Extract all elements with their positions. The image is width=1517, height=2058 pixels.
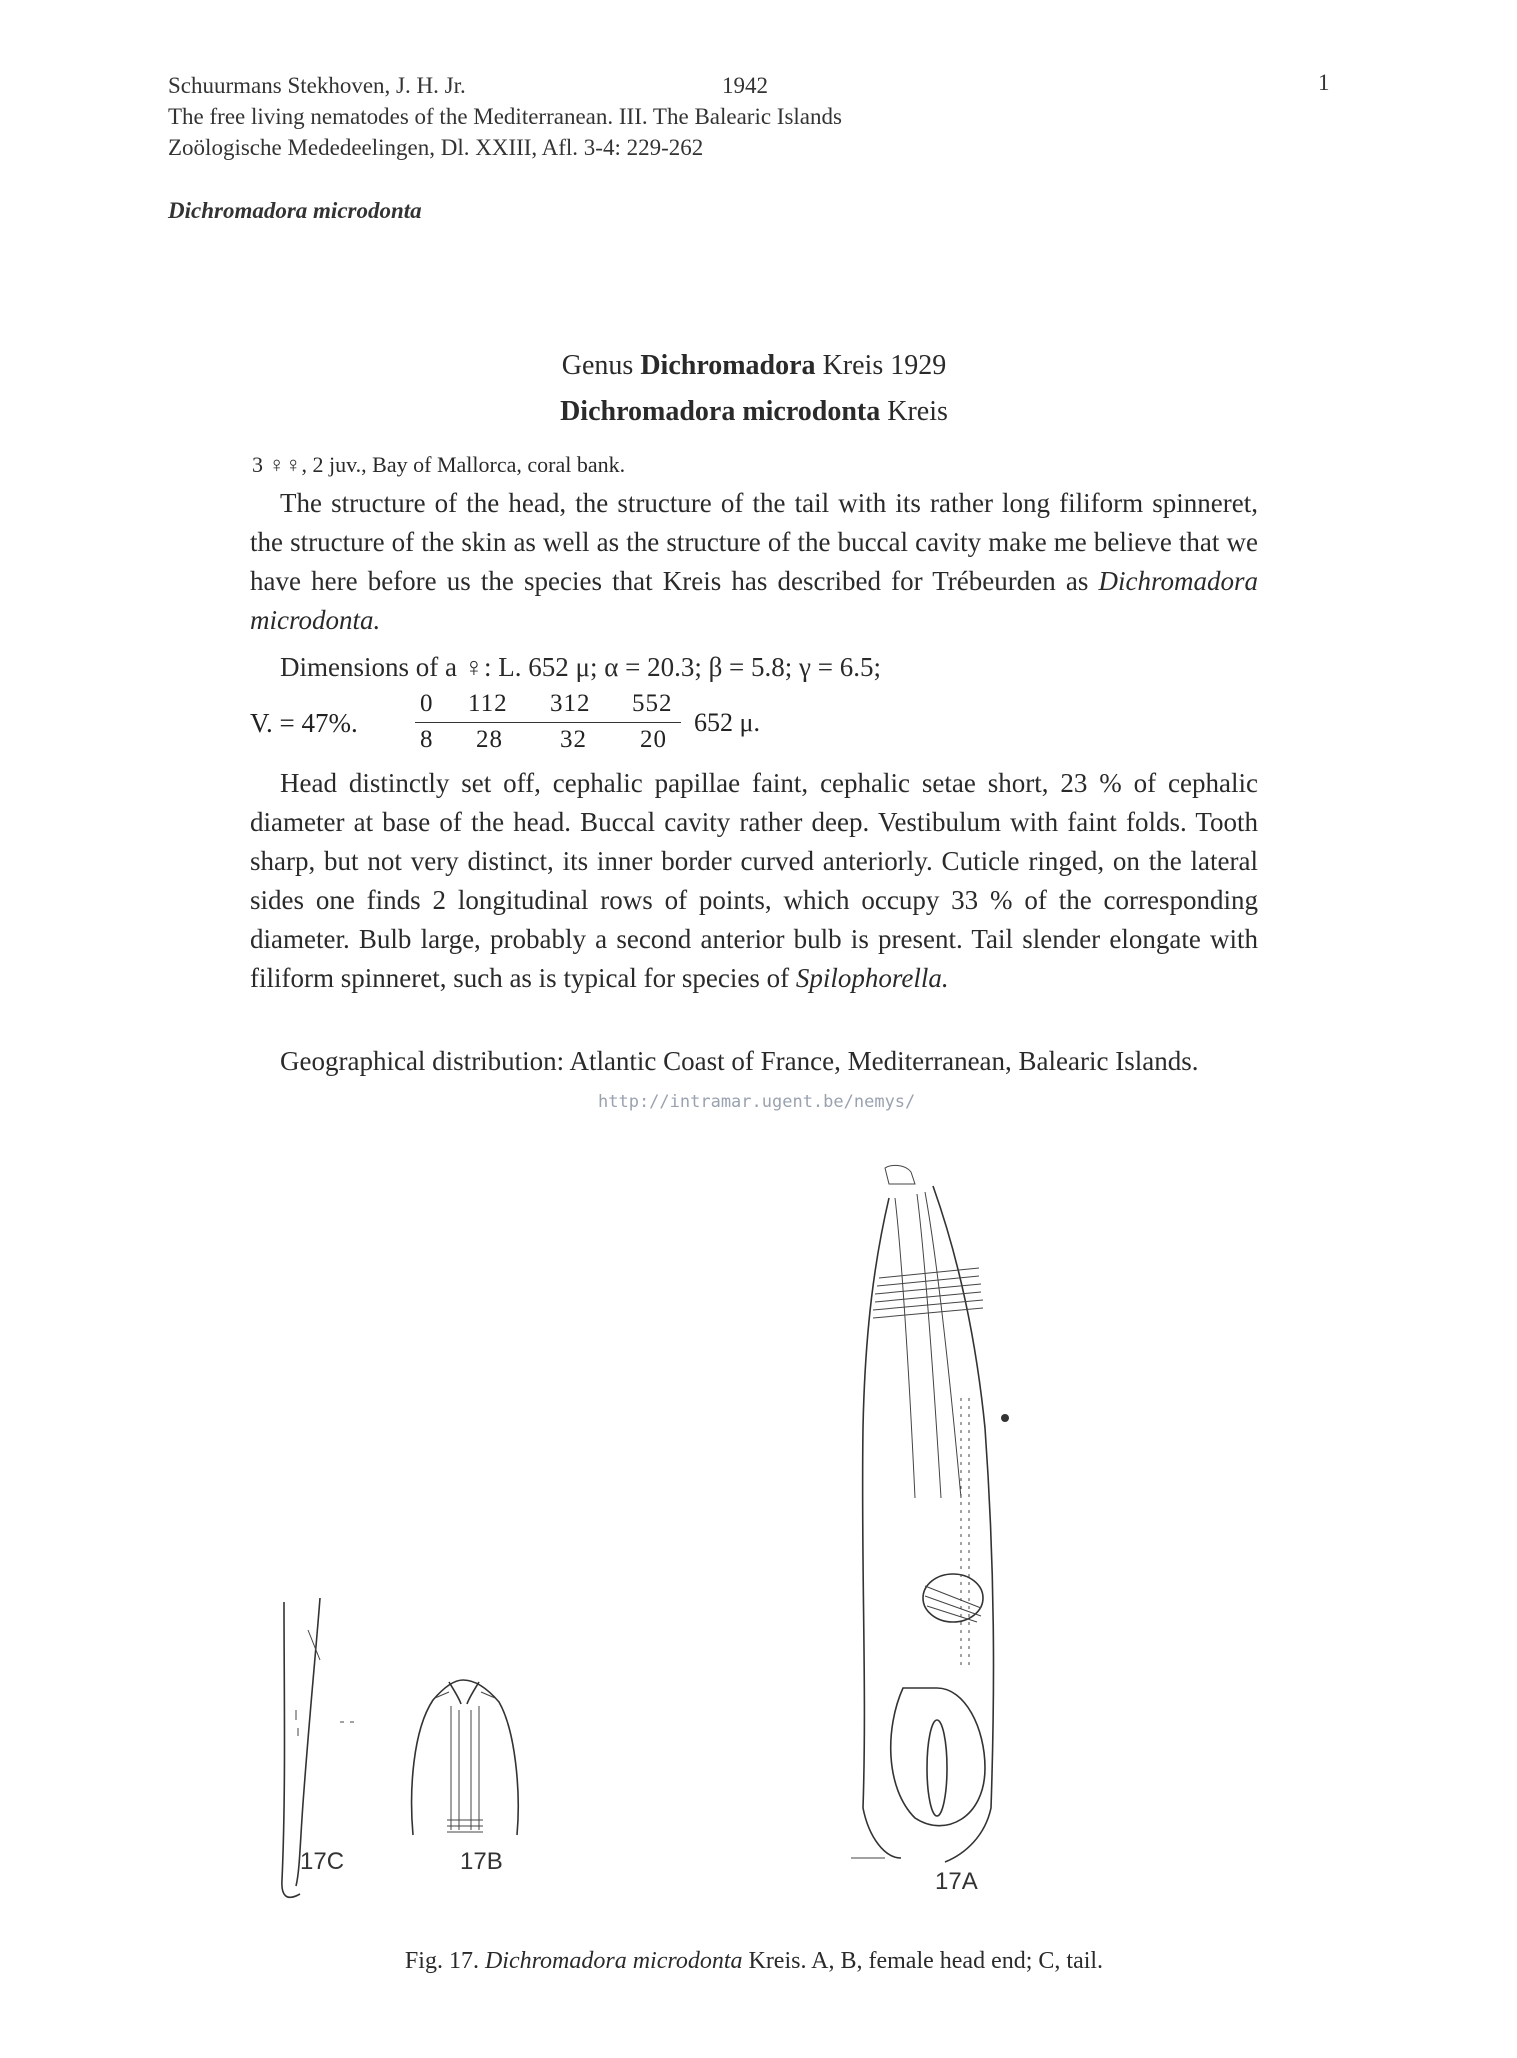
- paragraph-structure: The structure of the head, the structure of the tail with its rather long filiform spinneret, the structure of the skin as well as the structure of the buccal cavity make me believe that we have here before us the species that Kreis has described for Trébeurden as Dichromadora microdonta.: [250, 488, 1258, 635]
- species-heading: Dichromadora microdonta Kreis: [560, 396, 948, 427]
- header-taxon: Dichromadora microdonta: [168, 198, 422, 223]
- formula-bottom-2: 32: [560, 726, 587, 753]
- formula-divider: [415, 722, 681, 723]
- watermark-url: http://intramar.ugent.be/nemys/: [598, 1092, 916, 1112]
- figure-label-17a: 17A: [935, 1868, 978, 1895]
- formula-bottom-1: 28: [476, 726, 503, 753]
- formula-total: 652 μ.: [694, 708, 760, 737]
- figure-17b-head-drawing: [405, 1670, 525, 1840]
- dimensions-line: Dimensions of a ♀: L. 652 μ; α = 20.3; β = 5.8; γ = 6.5;: [280, 652, 881, 682]
- figure-label-17b: 17B: [460, 1848, 503, 1875]
- formula-top-0: 0: [420, 690, 434, 717]
- figure-caption: Fig. 17. Dichromadora microdonta Kreis. A, B, female head end; C, tail.: [404, 1948, 1104, 1974]
- figure-label-17c: 17C: [300, 1848, 345, 1875]
- formula-top-3: 552: [632, 690, 673, 717]
- vulva-position: V. = 47%.: [250, 708, 358, 738]
- header-journal: Zoölogische Mededeelingen, Dl. XXIII, Afl. 3-4: 229-262: [168, 135, 704, 160]
- formula-top-2: 312: [550, 690, 591, 717]
- de-man-formula: [250, 690, 890, 760]
- header-author: Schuurmans Stekhoven, J. H. Jr.: [168, 73, 466, 98]
- genus-heading: Genus Dichromadora Kreis 1929: [561, 350, 947, 381]
- page-number: 1: [1318, 70, 1330, 95]
- header-title: The free living nematodes of the Mediterranean. III. The Balearic Islands: [168, 104, 842, 129]
- figure-17a-anterior-drawing: [845, 1168, 1075, 1868]
- formula-bottom-3: 20: [640, 726, 667, 753]
- material-line: 3 ♀♀, 2 juv., Bay of Mallorca, coral bank.: [252, 452, 626, 477]
- formula-top-1: 112: [468, 690, 508, 717]
- header-year: 1942: [722, 73, 768, 98]
- formula-bottom-0: 8: [420, 726, 434, 753]
- paragraph-distribution: Geographical distribution: Atlantic Coast of France, Mediterranean, Balearic Islands.: [280, 1046, 1199, 1076]
- paragraph-description: Head distinctly set off, cephalic papillae faint, cephalic setae short, 23 % of cephalic diameter at base of the head. Buccal cavity rather deep. Vestibulum with faint folds. Tooth sharp, but not very distinct, its inner border curved anteriorly. Cuticle ringed, on the lateral sides one finds 2 longitudinal rows of points, which occupy 33 % of the corresponding diameter. Bulb large, probably a second anterior bulb is present. Tail slender elongate with filiform spinneret, such as is typical for species of Spilophorella.: [250, 768, 1258, 993]
